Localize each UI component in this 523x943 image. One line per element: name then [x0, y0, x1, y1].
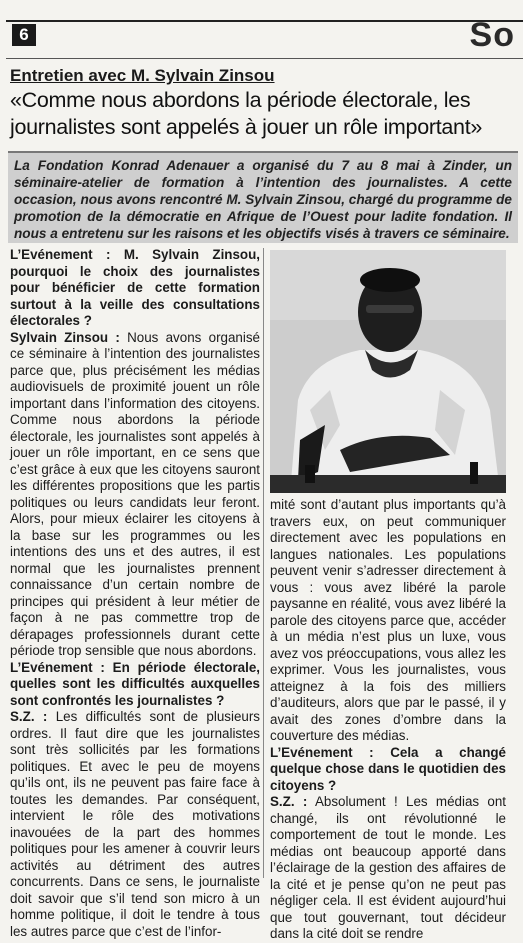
- answer-2-speaker: S.Z. :: [10, 709, 48, 724]
- interviewee-photo: [270, 250, 506, 493]
- answer-2: [10, 709, 260, 940]
- right-column: [270, 497, 506, 943]
- answer-1-text: Nous avons organisé ce séminaire à l’intention des journalistes parce que, plus précisément les médias audiovisuels de proximité jouent un rôle important dans l’information des citoyens. Comme nous abordons la période électorale, les journalistes sont appelés à jouer un rôle important, en ce sens que c’est grâce à eux que les citoyens sauront les différentes propositions que les partis politiques ou leurs candidats leur feront. Alors, pour mieux éclairer les citoyens à la base sur les programmes ou les intentions des uns et des autres, il est normal que les journalistes prennent connaissance d’un certain nombre de principes qui président à leur métier de façon à ne pas commettre trop de dérapages professionnels durant cette période trop sensible que nous abordons.: [10, 329, 260, 658]
- answer-2-text: Les difficultés sont de plusieurs ordres. Il faut dire que les journalistes sont très sollicités par les formations politiques. Et avec le peu de moyens qu’ils ont, ils ne peuvent pas faire face à toutes les demandes. Par conséquent, intervient le rôle des motivations inavouées de la part des hommes politiques pour les amener à couvrir leurs activités au détriment des autres concurrents. Dans ce sens, le journaliste doit savoir que s’il tend son micro à un homme politique, il doit le tendre à tous les autres parce que c’est de l’infor-: [10, 709, 261, 939]
- article-kicker: Entretien avec M. Sylvain Zinsou: [10, 66, 275, 85]
- section-label: So: [469, 16, 515, 54]
- answer-3-text: Absolument ! Les médias ont changé, ils ont révolutionné le comportement de tout le monde. Les médias ont beaucoup apporté dans l’éclairage de la gestion des affaires de la cité et je pense qu’on ne peut pas négliger cela. Il est évident aujourd’hui que tout gouvernant, tout décideur dans la cité doit se rendre: [270, 794, 507, 941]
- answer-2-continued: mité sont d’autant plus importants qu’à travers eux, on peut communiquer directement avec les populations en langues nationales. Les populations peuvent venir s’adresser directement à vous : vous avez libéré la parole paysanne en réalité, vous avez libéré la parole des citoyens parce que, accéder à un média n’est plus un luxe, vous avez vos préoccupations, vous allez les exprimer. Vous les journalistes, vous atteignez à la fois des milliers d’auditeurs, alors que par le passé, il y avait des zones d’ombre dans la couverture des médias.: [270, 497, 506, 743]
- question-2: L’Evénement : En période électorale, quelles sont les difficultés auxquelles sont confrontés les journalistes ?: [10, 659, 260, 708]
- question-3: L’Evénement : Cela a changé quelque chose dans le quotidien des citoyens ?: [270, 744, 506, 793]
- header-rule: [6, 20, 523, 22]
- answer-1: [10, 330, 260, 660]
- answer-3: [270, 794, 506, 943]
- page-number: 6: [12, 24, 36, 46]
- photo-illustration: [270, 250, 506, 493]
- article-headline: «Comme nous abordons la période électorale, les journalistes sont appelés à jouer un rôle important»: [10, 88, 483, 139]
- answer-3-speaker: S.Z. :: [270, 794, 308, 809]
- article-lead-box: [8, 151, 518, 243]
- answer-1-speaker: Sylvain Zinsou :: [10, 329, 120, 345]
- article-lead: La Fondation Konrad Adenauer a organisé du 7 au 8 mai à Zinder, un séminaire-atelier de formation à l’intention des journalistes. A cette occasion, nous avons rencontré M. Sylvain Zinsou, chargé du programme de promotion de la démocratie en Afrique de l’Ouest pour ladite fondation. Il nous a entretenu sur les raisons et les objectifs visés à travers ce séminaire.: [14, 158, 512, 241]
- question-1: L’Evénement : M. Sylvain Zinsou, pourquoi le choix des journalistes pour bénéficier de cette formation surtout à la veille des consultations électorales ?: [10, 247, 260, 328]
- header-divider: [6, 58, 523, 59]
- column-divider: [263, 248, 264, 878]
- left-column: [10, 247, 260, 940]
